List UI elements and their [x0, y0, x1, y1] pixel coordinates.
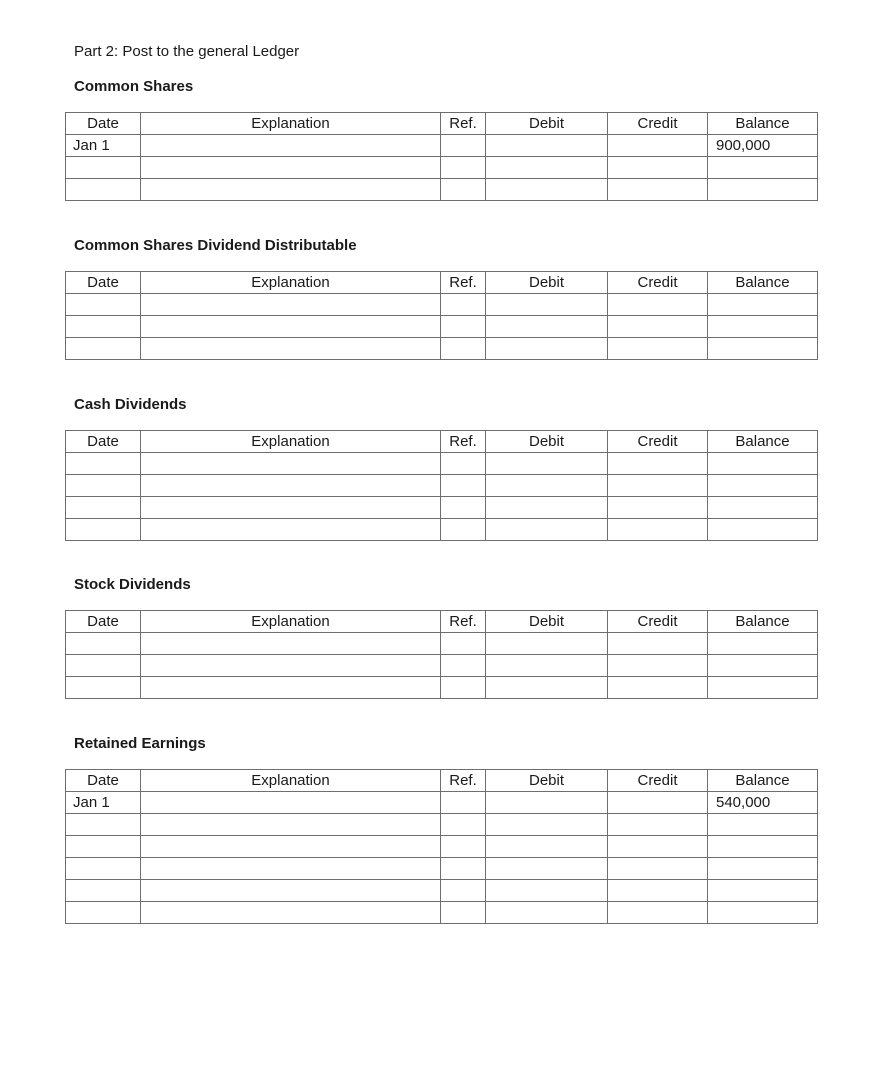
credit-cell[interactable] [608, 858, 708, 880]
date-cell[interactable] [66, 157, 141, 179]
column-header-debit: Debit [486, 770, 608, 792]
header-row [66, 611, 818, 633]
date-cell[interactable] [66, 497, 141, 519]
explanation-cell[interactable] [141, 179, 441, 201]
credit-cell[interactable] [608, 902, 708, 924]
column-header-ref: Ref. [441, 113, 486, 135]
balance-cell[interactable] [708, 157, 818, 179]
account-title: Retained Earnings [74, 735, 206, 752]
explanation-cell[interactable] [141, 836, 441, 858]
column-header-date: Date [66, 113, 141, 135]
debit-cell[interactable] [486, 633, 608, 655]
credit-cell[interactable] [608, 179, 708, 201]
column-header-balance: Balance [708, 431, 818, 453]
ledger-row [66, 453, 818, 475]
date-cell[interactable] [66, 677, 141, 699]
explanation-cell[interactable] [141, 453, 441, 475]
ledger-table [65, 610, 818, 699]
column-header-credit: Credit [608, 113, 708, 135]
date-cell[interactable] [66, 880, 141, 902]
explanation-cell[interactable] [141, 677, 441, 699]
account-title: Cash Dividends [74, 396, 187, 413]
ref-cell[interactable] [441, 294, 486, 316]
column-header-credit: Credit [608, 770, 708, 792]
column-header-explanation: Explanation [141, 113, 441, 135]
ref-cell[interactable] [441, 836, 486, 858]
debit-cell[interactable] [486, 475, 608, 497]
debit-cell[interactable] [486, 677, 608, 699]
debit-cell[interactable] [486, 179, 608, 201]
ledger-table [65, 271, 818, 360]
column-header-date: Date [66, 431, 141, 453]
debit-cell[interactable] [486, 814, 608, 836]
column-header-balance: Balance [708, 113, 818, 135]
debit-cell[interactable] [486, 836, 608, 858]
date-cell[interactable] [66, 316, 141, 338]
account-title: Common Shares Dividend Distributable [74, 237, 357, 254]
explanation-cell[interactable] [141, 157, 441, 179]
date-cell[interactable] [66, 294, 141, 316]
date-cell[interactable] [66, 836, 141, 858]
debit-cell[interactable] [486, 902, 608, 924]
column-header-ref: Ref. [441, 611, 486, 633]
ref-cell[interactable] [441, 475, 486, 497]
date-cell[interactable]: Jan 1 [66, 792, 141, 814]
credit-cell[interactable] [608, 655, 708, 677]
column-header-date: Date [66, 611, 141, 633]
balance-cell[interactable] [708, 633, 818, 655]
ledger-row [66, 655, 818, 677]
ref-cell[interactable] [441, 453, 486, 475]
date-cell[interactable] [66, 453, 141, 475]
debit-cell[interactable] [486, 157, 608, 179]
ledger-row [66, 497, 818, 519]
column-header-debit: Debit [486, 431, 608, 453]
explanation-cell[interactable] [141, 655, 441, 677]
date-cell[interactable] [66, 814, 141, 836]
explanation-cell[interactable] [141, 814, 441, 836]
debit-cell[interactable] [486, 655, 608, 677]
ref-cell[interactable] [441, 633, 486, 655]
credit-cell[interactable] [608, 836, 708, 858]
column-header-credit: Credit [608, 431, 708, 453]
explanation-cell[interactable] [141, 858, 441, 880]
balance-cell[interactable] [708, 294, 818, 316]
credit-cell[interactable] [608, 814, 708, 836]
date-cell[interactable]: Jan 1 [66, 135, 141, 157]
ledger-table [65, 112, 818, 201]
debit-cell[interactable] [486, 519, 608, 541]
ref-cell[interactable] [441, 902, 486, 924]
column-header-debit: Debit [486, 272, 608, 294]
balance-cell[interactable] [708, 677, 818, 699]
column-header-balance: Balance [708, 770, 818, 792]
ref-cell[interactable] [441, 519, 486, 541]
debit-cell[interactable] [486, 880, 608, 902]
ref-cell[interactable] [441, 316, 486, 338]
debit-cell[interactable] [486, 858, 608, 880]
explanation-cell[interactable] [141, 135, 441, 157]
column-header-balance: Balance [708, 272, 818, 294]
column-header-debit: Debit [486, 611, 608, 633]
ledger-row [66, 633, 818, 655]
date-cell[interactable] [66, 338, 141, 360]
balance-cell[interactable] [708, 316, 818, 338]
column-header-explanation: Explanation [141, 272, 441, 294]
credit-cell[interactable] [608, 633, 708, 655]
debit-cell[interactable] [486, 453, 608, 475]
credit-cell[interactable] [608, 792, 708, 814]
date-cell[interactable] [66, 519, 141, 541]
credit-cell[interactable] [608, 475, 708, 497]
ref-cell[interactable] [441, 814, 486, 836]
page-title: Part 2: Post to the general Ledger [74, 43, 300, 60]
column-header-explanation: Explanation [141, 770, 441, 792]
balance-cell[interactable] [708, 179, 818, 201]
balance-cell[interactable] [708, 858, 818, 880]
balance-cell[interactable] [708, 519, 818, 541]
explanation-cell[interactable] [141, 519, 441, 541]
ledger-row [66, 519, 818, 541]
credit-cell[interactable] [608, 316, 708, 338]
header-row [66, 113, 818, 135]
column-header-debit: Debit [486, 113, 608, 135]
ledger-row [66, 677, 818, 699]
date-cell[interactable] [66, 902, 141, 924]
credit-cell[interactable] [608, 157, 708, 179]
column-header-explanation: Explanation [141, 611, 441, 633]
ref-cell[interactable] [441, 338, 486, 360]
account-title: Common Shares [74, 78, 194, 95]
balance-cell[interactable]: 900,000 [708, 135, 818, 157]
balance-cell[interactable] [708, 814, 818, 836]
date-cell[interactable] [66, 858, 141, 880]
balance-cell[interactable] [708, 338, 818, 360]
ledger-row [66, 135, 818, 157]
explanation-cell[interactable] [141, 792, 441, 814]
header-row [66, 770, 818, 792]
date-cell[interactable] [66, 655, 141, 677]
column-header-credit: Credit [608, 272, 708, 294]
header-row [66, 272, 818, 294]
ledger-table [65, 430, 818, 541]
debit-cell[interactable] [486, 316, 608, 338]
date-cell[interactable] [66, 475, 141, 497]
explanation-cell[interactable] [141, 902, 441, 924]
ledger-row [66, 858, 818, 880]
ref-cell[interactable] [441, 157, 486, 179]
balance-cell[interactable] [708, 497, 818, 519]
credit-cell[interactable] [608, 294, 708, 316]
header-row [66, 431, 818, 453]
date-cell[interactable] [66, 179, 141, 201]
credit-cell[interactable] [608, 677, 708, 699]
debit-cell[interactable] [486, 792, 608, 814]
balance-cell[interactable] [708, 880, 818, 902]
ledger-row [66, 294, 818, 316]
column-header-balance: Balance [708, 611, 818, 633]
credit-cell[interactable] [608, 338, 708, 360]
date-cell[interactable] [66, 633, 141, 655]
credit-cell[interactable] [608, 497, 708, 519]
column-header-date: Date [66, 770, 141, 792]
ref-cell[interactable] [441, 792, 486, 814]
ledger-row [66, 792, 818, 814]
ref-cell[interactable] [441, 858, 486, 880]
debit-cell[interactable] [486, 338, 608, 360]
column-header-ref: Ref. [441, 770, 486, 792]
ledger-row [66, 475, 818, 497]
explanation-cell[interactable] [141, 294, 441, 316]
credit-cell[interactable] [608, 519, 708, 541]
credit-cell[interactable] [608, 135, 708, 157]
balance-cell[interactable] [708, 655, 818, 677]
ledger-row [66, 157, 818, 179]
ledger-row [66, 880, 818, 902]
ref-cell[interactable] [441, 179, 486, 201]
account-title: Stock Dividends [74, 576, 191, 593]
credit-cell[interactable] [608, 453, 708, 475]
ref-cell[interactable] [441, 135, 486, 157]
debit-cell[interactable] [486, 135, 608, 157]
ledger-row [66, 316, 818, 338]
explanation-cell[interactable] [141, 475, 441, 497]
explanation-cell[interactable] [141, 316, 441, 338]
ledger-row [66, 338, 818, 360]
debit-cell[interactable] [486, 497, 608, 519]
balance-cell[interactable] [708, 902, 818, 924]
ledger-row [66, 902, 818, 924]
explanation-cell[interactable] [141, 497, 441, 519]
balance-cell[interactable] [708, 836, 818, 858]
ledger-row [66, 836, 818, 858]
balance-cell[interactable]: 540,000 [708, 792, 818, 814]
ledger-table [65, 769, 818, 924]
ledger-row [66, 814, 818, 836]
ref-cell[interactable] [441, 880, 486, 902]
column-header-explanation: Explanation [141, 431, 441, 453]
explanation-cell[interactable] [141, 880, 441, 902]
explanation-cell[interactable] [141, 338, 441, 360]
debit-cell[interactable] [486, 294, 608, 316]
ref-cell[interactable] [441, 497, 486, 519]
column-header-ref: Ref. [441, 272, 486, 294]
balance-cell[interactable] [708, 453, 818, 475]
ref-cell[interactable] [441, 677, 486, 699]
credit-cell[interactable] [608, 880, 708, 902]
balance-cell[interactable] [708, 475, 818, 497]
column-header-ref: Ref. [441, 431, 486, 453]
explanation-cell[interactable] [141, 633, 441, 655]
ref-cell[interactable] [441, 655, 486, 677]
column-header-date: Date [66, 272, 141, 294]
ledger-row [66, 179, 818, 201]
column-header-credit: Credit [608, 611, 708, 633]
